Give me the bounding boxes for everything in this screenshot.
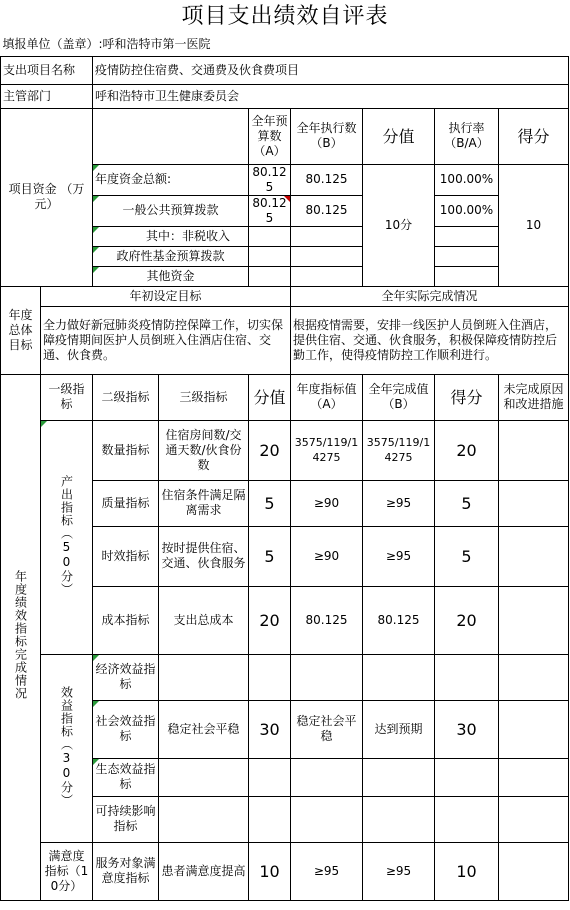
fund-row-budget: [249, 266, 291, 286]
fund-row-name: 其中：非税收入: [93, 226, 249, 246]
benefit-score: 30: [435, 700, 499, 758]
output-l2: 数量指标: [93, 420, 159, 480]
output-target: ≥90: [291, 526, 363, 586]
goals-actual-header: 全年实际完成情况: [291, 286, 569, 306]
satisfaction-target: ≥95: [291, 842, 363, 900]
output-l2: 质量指标: [93, 480, 159, 526]
output-l2: 时效指标: [93, 526, 159, 586]
hdr-score-value: 分值: [249, 374, 291, 420]
hdr-actual: 全年完成值（B）: [363, 374, 435, 420]
benefit-label: [41, 654, 93, 842]
indicators-section-text: 年度绩效指标完成情况: [13, 570, 28, 700]
output-score-value: 20: [249, 586, 291, 654]
benefit-l2: 可持续影响指标: [93, 796, 159, 842]
output-reason: [499, 586, 569, 654]
hdr-reason: 未完成原因和改进措施: [499, 374, 569, 420]
output-l2: 成本指标: [93, 586, 159, 654]
satisfaction-l3: 患者满意度提高: [159, 842, 249, 900]
benefit-reason: [499, 796, 569, 842]
col-score: 得分: [499, 108, 569, 164]
benefit-score-value: [249, 758, 291, 796]
output-reason: [499, 480, 569, 526]
output-l3: 住宿条件满足隔离需求: [159, 480, 249, 526]
hdr-l3: 三级指标: [159, 374, 249, 420]
fund-row-exec: [291, 266, 363, 286]
fund-row-rate: [435, 266, 499, 286]
fund-row-rate: 100.00%: [435, 195, 499, 226]
hdr-l1: 一级指标: [41, 374, 93, 420]
output-score: 20: [435, 420, 499, 480]
unit-value: 呼和浩特市第一医院: [102, 37, 211, 52]
hdr-target: 年度指标值（A）: [291, 374, 363, 420]
col-rate: 执行率（B/A）: [435, 108, 499, 164]
benefit-target: 稳定社会平稳: [291, 700, 363, 758]
benefit-actual: [363, 796, 435, 842]
satisfaction-l2: 服务对象满意度指标: [93, 842, 159, 900]
benefit-reason: [499, 654, 569, 700]
output-score: 20: [435, 586, 499, 654]
unit-row: [1, 34, 569, 56]
benefit-score-value: [249, 796, 291, 842]
benefit-l2: 经济效益指标: [93, 654, 159, 700]
output-reason: [499, 420, 569, 480]
output-score-value: 5: [249, 480, 291, 526]
output-target: 80.125: [291, 586, 363, 654]
goals-plan-text: 全力做好新冠肺炎疫情防控保障工作，切实保障疫情期间医护人员倒班入住酒店住宿、交通、伙食费。: [41, 306, 291, 374]
benefit-target: [291, 796, 363, 842]
benefit-label-text: 效益指标（30分）: [59, 685, 74, 807]
benefit-score-value: [249, 654, 291, 700]
output-label-text: 产出指标（50分）: [59, 474, 74, 596]
dept-value: 呼和浩特市卫生健康委员会: [93, 84, 569, 108]
satisfaction-reason: [499, 842, 569, 900]
goals-plan-header: 年初设定目标: [41, 286, 291, 306]
fund-row-exec: [291, 226, 363, 246]
benefit-target: [291, 758, 363, 796]
goals-label: 年度总体目标: [1, 286, 41, 374]
output-l3: 按时提供住宿、交通、伙食服务: [159, 526, 249, 586]
benefit-reason: [499, 758, 569, 796]
fund-row-name: 政府性基金预算拨款: [93, 246, 249, 266]
col-exec: 全年执行数（B）: [291, 108, 363, 164]
output-l3: 支出总成本: [159, 586, 249, 654]
col-score-value: 分值: [363, 108, 435, 164]
benefit-l2: 生态效益指标: [93, 758, 159, 796]
benefit-l3: 稳定社会平稳: [159, 700, 249, 758]
hdr-score: 得分: [435, 374, 499, 420]
fund-row-name: 一般公共预算拨款: [93, 195, 249, 226]
benefit-target: [291, 654, 363, 700]
fund-row-rate: 100.00%: [435, 164, 499, 195]
col-budget: 全年预算数（A）: [249, 108, 291, 164]
fund-row-budget: 80.125: [249, 195, 291, 226]
benefit-l3: [159, 654, 249, 700]
satisfaction-actual: ≥95: [363, 842, 435, 900]
fund-row-exec: 80.125: [291, 195, 363, 226]
output-actual: 80.125: [363, 586, 435, 654]
page-title: 项目支出绩效自评表: [181, 4, 389, 29]
benefit-l2: 社会效益指标: [93, 700, 159, 758]
benefit-l3: [159, 758, 249, 796]
fund-row-rate: [435, 246, 499, 266]
satisfaction-score: 10: [435, 842, 499, 900]
output-score: 5: [435, 480, 499, 526]
funds-score: 10: [499, 164, 569, 286]
benefit-reason: [499, 700, 569, 758]
satisfaction-score-value: 10: [249, 842, 291, 900]
fund-row-rate: [435, 226, 499, 246]
output-score-value: 5: [249, 526, 291, 586]
output-actual: ≥95: [363, 480, 435, 526]
benefit-score-value: 30: [249, 700, 291, 758]
output-reason: [499, 526, 569, 586]
fund-row-budget: [249, 246, 291, 266]
project-label: 支出项目名称: [1, 56, 93, 84]
self-evaluation-table: [0, 34, 569, 901]
output-target: 3575/119/14275: [291, 420, 363, 480]
dept-label: 主管部门: [1, 84, 93, 108]
fund-row-exec: [291, 246, 363, 266]
fund-row-budget: 80.125: [249, 164, 291, 195]
fund-row-name: 年度资金总额:: [93, 164, 249, 195]
output-label: [41, 420, 93, 654]
fund-row-name: 其他资金: [93, 266, 249, 286]
fund-row-exec: 80.125: [291, 164, 363, 195]
goals-actual-text: 根据疫情需要，安排一线医护人员倒班入住酒店，提供住宿、交通、伙食服务，积极保障疫情防控后勤工作，使得疫情防控工作顺利进行。: [291, 306, 569, 374]
project-value: 疫情防控住宿费、交通费及伙食费项目: [93, 56, 569, 84]
benefit-actual: [363, 758, 435, 796]
output-target: ≥90: [291, 480, 363, 526]
benefit-score: [435, 758, 499, 796]
funds-score-value: 10分: [363, 164, 435, 286]
benefit-actual: [363, 654, 435, 700]
benefit-l3: [159, 796, 249, 842]
output-score: 5: [435, 526, 499, 586]
hdr-l2: 二级指标: [93, 374, 159, 420]
indicators-section-label: [1, 374, 41, 900]
output-actual: ≥95: [363, 526, 435, 586]
funds-blank: [93, 108, 249, 164]
benefit-actual: 达到预期: [363, 700, 435, 758]
funds-label: 项目资金 （万元）: [1, 108, 93, 286]
satisfaction-label: 满意度指标（10分）: [41, 842, 93, 900]
fund-row-budget: [249, 226, 291, 246]
benefit-score: [435, 654, 499, 700]
output-actual: 3575/119/14275: [363, 420, 435, 480]
benefit-score: [435, 796, 499, 842]
output-l3: 住宿房间数/交通天数/伙食份数: [159, 420, 249, 480]
output-score-value: 20: [249, 420, 291, 480]
unit-label: 填报单位（盖章）:: [2, 37, 103, 52]
